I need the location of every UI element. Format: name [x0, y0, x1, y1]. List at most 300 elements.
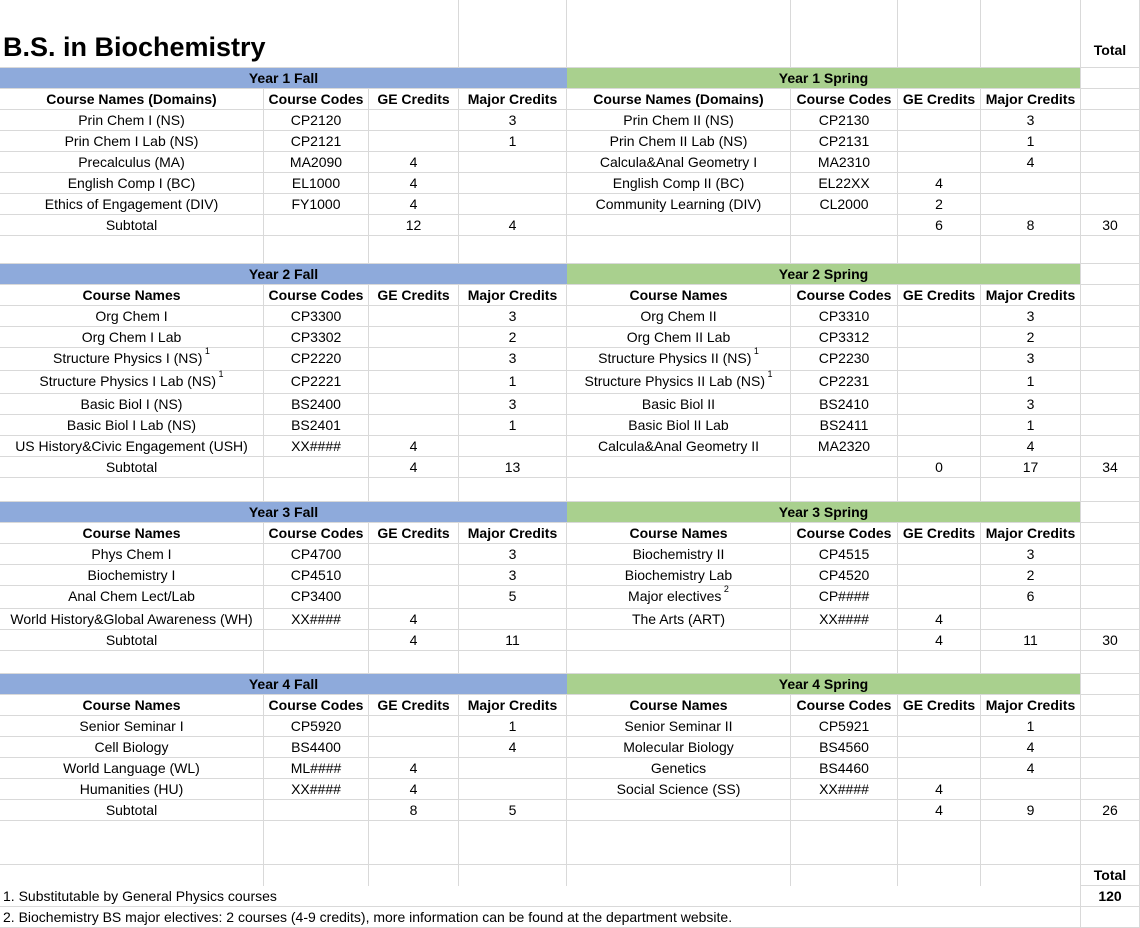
course-code[interactable] — [791, 716, 898, 737]
grid-cell[interactable] — [981, 0, 1081, 68]
course-name[interactable] — [0, 737, 264, 758]
ge-credits[interactable] — [898, 565, 981, 586]
grid-cell[interactable] — [1081, 716, 1140, 737]
grand-total-value[interactable] — [1081, 886, 1140, 907]
grid-cell[interactable] — [264, 630, 369, 651]
column-header-major-credits[interactable] — [981, 89, 1081, 110]
ge-credits[interactable] — [369, 586, 459, 609]
course-name[interactable] — [567, 194, 791, 215]
major-credits[interactable] — [459, 327, 567, 348]
grid-cell[interactable] — [1081, 89, 1140, 110]
major-credits[interactable] — [981, 609, 1081, 630]
major-credits[interactable] — [459, 737, 567, 758]
column-header-course-names[interactable] — [567, 285, 791, 306]
grid-cell[interactable] — [264, 215, 369, 236]
major-credits[interactable] — [459, 544, 567, 565]
major-credits[interactable] — [459, 131, 567, 152]
grid-cell[interactable] — [1081, 565, 1140, 586]
column-header-course-codes[interactable] — [791, 695, 898, 716]
grid-cell[interactable] — [264, 800, 369, 821]
major-credits[interactable] — [459, 565, 567, 586]
course-code[interactable] — [264, 716, 369, 737]
course-code[interactable] — [791, 348, 898, 371]
course-code[interactable] — [791, 415, 898, 436]
grid-cell[interactable] — [369, 236, 459, 264]
course-name[interactable] — [0, 586, 264, 609]
grid-cell[interactable] — [567, 478, 791, 502]
major-credits[interactable] — [459, 586, 567, 609]
grid-cell[interactable] — [1081, 152, 1140, 173]
grid-cell[interactable] — [1081, 737, 1140, 758]
column-header-course-names[interactable] — [0, 89, 264, 110]
grid-cell[interactable] — [1081, 285, 1140, 306]
ge-credits[interactable] — [369, 565, 459, 586]
course-name[interactable] — [567, 348, 791, 371]
subtotal-major-credits[interactable] — [981, 215, 1081, 236]
course-name[interactable] — [0, 306, 264, 327]
subtotal-major-credits[interactable] — [981, 800, 1081, 821]
course-code[interactable] — [264, 173, 369, 194]
fall-semester-header[interactable] — [0, 68, 567, 89]
grid-cell[interactable] — [898, 865, 981, 886]
course-name[interactable] — [567, 173, 791, 194]
course-code[interactable] — [264, 758, 369, 779]
major-credits[interactable] — [459, 348, 567, 371]
major-credits[interactable] — [981, 565, 1081, 586]
grid-cell[interactable] — [567, 865, 791, 886]
major-credits[interactable] — [981, 173, 1081, 194]
course-name[interactable] — [567, 565, 791, 586]
major-credits[interactable] — [459, 173, 567, 194]
grid-cell[interactable] — [264, 478, 369, 502]
course-name[interactable] — [567, 371, 791, 394]
course-code[interactable] — [791, 394, 898, 415]
grid-cell[interactable] — [1081, 544, 1140, 565]
course-code[interactable] — [264, 348, 369, 371]
column-header-major-credits[interactable] — [459, 89, 567, 110]
major-credits[interactable] — [981, 716, 1081, 737]
grid-cell[interactable] — [459, 478, 567, 502]
grid-cell[interactable] — [791, 800, 898, 821]
column-header-ge-credits[interactable] — [898, 695, 981, 716]
course-code[interactable] — [791, 173, 898, 194]
ge-credits[interactable] — [898, 609, 981, 630]
grid-cell[interactable] — [567, 821, 791, 865]
ge-credits[interactable] — [369, 436, 459, 457]
course-name[interactable] — [0, 394, 264, 415]
column-header-course-codes[interactable] — [264, 285, 369, 306]
grid-cell[interactable] — [1081, 695, 1140, 716]
grid-cell[interactable] — [264, 457, 369, 478]
course-name[interactable] — [0, 131, 264, 152]
subtotal-major-credits[interactable] — [981, 630, 1081, 651]
grid-cell[interactable] — [1081, 779, 1140, 800]
course-name[interactable] — [567, 737, 791, 758]
ge-credits[interactable] — [898, 348, 981, 371]
major-credits[interactable] — [981, 327, 1081, 348]
course-name[interactable] — [567, 394, 791, 415]
grid-cell[interactable] — [369, 865, 459, 886]
subtotal-ge-credits[interactable] — [898, 630, 981, 651]
subtotal-major-credits[interactable] — [459, 457, 567, 478]
course-code[interactable] — [264, 737, 369, 758]
course-code[interactable] — [264, 415, 369, 436]
course-name[interactable] — [0, 371, 264, 394]
major-credits[interactable] — [459, 609, 567, 630]
major-credits[interactable] — [981, 194, 1081, 215]
grid-cell[interactable] — [981, 236, 1081, 264]
grid-cell[interactable] — [1081, 586, 1140, 609]
course-code[interactable] — [264, 436, 369, 457]
course-code[interactable] — [264, 110, 369, 131]
grid-cell[interactable] — [791, 821, 898, 865]
grid-cell[interactable] — [369, 651, 459, 674]
ge-credits[interactable] — [369, 348, 459, 371]
grid-cell[interactable] — [981, 865, 1081, 886]
column-header-course-codes[interactable] — [791, 285, 898, 306]
course-code[interactable] — [264, 152, 369, 173]
column-header-major-credits[interactable] — [981, 285, 1081, 306]
grid-cell[interactable] — [0, 865, 264, 886]
course-code[interactable] — [791, 110, 898, 131]
grid-cell[interactable] — [981, 651, 1081, 674]
subtotal-ge-credits[interactable] — [898, 457, 981, 478]
column-header-course-names[interactable] — [567, 695, 791, 716]
column-header-course-names[interactable] — [0, 695, 264, 716]
ge-credits[interactable] — [369, 194, 459, 215]
grid-cell[interactable] — [898, 651, 981, 674]
fall-semester-header[interactable] — [0, 674, 567, 695]
course-name[interactable] — [0, 716, 264, 737]
course-name[interactable] — [0, 194, 264, 215]
column-header-ge-credits[interactable] — [369, 523, 459, 544]
grid-cell[interactable] — [898, 0, 981, 68]
subtotal-label[interactable] — [0, 457, 264, 478]
grid-cell[interactable] — [1081, 478, 1140, 502]
major-credits[interactable] — [981, 737, 1081, 758]
grand-total-label[interactable] — [1081, 865, 1140, 886]
course-code[interactable] — [264, 194, 369, 215]
major-credits[interactable] — [459, 436, 567, 457]
column-header-ge-credits[interactable] — [898, 89, 981, 110]
grid-cell[interactable] — [791, 478, 898, 502]
grid-cell[interactable] — [791, 215, 898, 236]
grid-cell[interactable] — [1081, 415, 1140, 436]
grid-cell[interactable] — [898, 236, 981, 264]
grid-cell[interactable] — [567, 215, 791, 236]
course-code[interactable] — [791, 586, 898, 609]
ge-credits[interactable] — [369, 371, 459, 394]
major-credits[interactable] — [459, 716, 567, 737]
column-header-course-codes[interactable] — [791, 89, 898, 110]
column-header-course-names[interactable] — [0, 523, 264, 544]
major-credits[interactable] — [981, 586, 1081, 609]
grid-cell[interactable] — [1081, 173, 1140, 194]
course-code[interactable] — [791, 609, 898, 630]
spring-semester-header[interactable] — [567, 674, 1081, 695]
column-header-major-credits[interactable] — [459, 695, 567, 716]
ge-credits[interactable] — [898, 544, 981, 565]
grid-cell[interactable] — [1081, 131, 1140, 152]
column-header-course-codes[interactable] — [791, 523, 898, 544]
course-name[interactable] — [0, 415, 264, 436]
subtotal-ge-credits[interactable] — [898, 800, 981, 821]
major-credits[interactable] — [459, 394, 567, 415]
course-code[interactable] — [791, 327, 898, 348]
column-header-ge-credits[interactable] — [369, 285, 459, 306]
ge-credits[interactable] — [898, 131, 981, 152]
column-header-major-credits[interactable] — [459, 523, 567, 544]
grid-cell[interactable] — [791, 651, 898, 674]
subtotal-label[interactable] — [0, 215, 264, 236]
ge-credits[interactable] — [898, 194, 981, 215]
grid-cell[interactable] — [1081, 194, 1140, 215]
major-credits[interactable] — [981, 371, 1081, 394]
course-name[interactable] — [567, 327, 791, 348]
major-credits[interactable] — [459, 110, 567, 131]
major-credits[interactable] — [459, 152, 567, 173]
subtotal-ge-credits[interactable] — [369, 630, 459, 651]
ge-credits[interactable] — [369, 110, 459, 131]
major-credits[interactable] — [981, 348, 1081, 371]
column-header-ge-credits[interactable] — [369, 695, 459, 716]
ge-credits[interactable] — [898, 415, 981, 436]
course-code[interactable] — [791, 152, 898, 173]
grid-cell[interactable] — [567, 236, 791, 264]
subtotal-major-credits[interactable] — [981, 457, 1081, 478]
ge-credits[interactable] — [898, 306, 981, 327]
major-credits[interactable] — [981, 415, 1081, 436]
grid-cell[interactable] — [459, 651, 567, 674]
grid-cell[interactable] — [0, 236, 264, 264]
ge-credits[interactable] — [369, 737, 459, 758]
ge-credits[interactable] — [898, 586, 981, 609]
course-name[interactable] — [0, 544, 264, 565]
grid-cell[interactable] — [369, 478, 459, 502]
ge-credits[interactable] — [898, 152, 981, 173]
total-header[interactable] — [1081, 0, 1140, 68]
ge-credits[interactable] — [369, 131, 459, 152]
grid-cell[interactable] — [459, 821, 567, 865]
column-header-course-names[interactable] — [567, 89, 791, 110]
ge-credits[interactable] — [898, 779, 981, 800]
grid-cell[interactable] — [981, 821, 1081, 865]
page-title[interactable] — [0, 0, 459, 68]
ge-credits[interactable] — [898, 394, 981, 415]
major-credits[interactable] — [459, 779, 567, 800]
ge-credits[interactable] — [369, 716, 459, 737]
grid-cell[interactable] — [1081, 110, 1140, 131]
grid-cell[interactable] — [459, 865, 567, 886]
course-code[interactable] — [264, 131, 369, 152]
course-code[interactable] — [791, 758, 898, 779]
course-code[interactable] — [264, 371, 369, 394]
major-credits[interactable] — [459, 415, 567, 436]
course-name[interactable] — [0, 758, 264, 779]
major-credits[interactable] — [981, 131, 1081, 152]
course-code[interactable] — [264, 609, 369, 630]
grid-cell[interactable] — [1081, 758, 1140, 779]
year-total[interactable] — [1081, 630, 1140, 651]
grid-cell[interactable] — [0, 478, 264, 502]
ge-credits[interactable] — [898, 371, 981, 394]
grid-cell[interactable] — [791, 865, 898, 886]
grid-cell[interactable] — [1081, 68, 1140, 89]
grid-cell[interactable] — [459, 0, 567, 68]
grid-cell[interactable] — [264, 821, 369, 865]
ge-credits[interactable] — [898, 110, 981, 131]
grid-cell[interactable] — [1081, 264, 1140, 285]
ge-credits[interactable] — [369, 609, 459, 630]
grid-cell[interactable] — [898, 821, 981, 865]
course-code[interactable] — [791, 779, 898, 800]
grid-cell[interactable] — [1081, 523, 1140, 544]
ge-credits[interactable] — [369, 544, 459, 565]
major-credits[interactable] — [981, 544, 1081, 565]
spring-semester-header[interactable] — [567, 264, 1081, 285]
column-header-course-names[interactable] — [567, 523, 791, 544]
major-credits[interactable] — [981, 758, 1081, 779]
course-name[interactable] — [0, 152, 264, 173]
subtotal-label[interactable] — [0, 800, 264, 821]
course-name[interactable] — [0, 348, 264, 371]
subtotal-ge-credits[interactable] — [898, 215, 981, 236]
major-credits[interactable] — [981, 394, 1081, 415]
grid-cell[interactable] — [981, 478, 1081, 502]
course-code[interactable] — [791, 565, 898, 586]
course-code[interactable] — [264, 565, 369, 586]
course-name[interactable] — [0, 327, 264, 348]
column-header-ge-credits[interactable] — [369, 89, 459, 110]
grid-cell[interactable] — [1081, 306, 1140, 327]
grid-cell[interactable] — [0, 821, 264, 865]
course-code[interactable] — [791, 131, 898, 152]
fall-semester-header[interactable] — [0, 264, 567, 285]
year-total[interactable] — [1081, 457, 1140, 478]
course-name[interactable] — [567, 716, 791, 737]
course-code[interactable] — [264, 779, 369, 800]
subtotal-major-credits[interactable] — [459, 215, 567, 236]
grid-cell[interactable] — [1081, 371, 1140, 394]
course-code[interactable] — [264, 306, 369, 327]
grid-cell[interactable] — [459, 236, 567, 264]
grid-cell[interactable] — [1081, 436, 1140, 457]
grid-cell[interactable] — [1081, 674, 1140, 695]
grid-cell[interactable] — [567, 0, 791, 68]
course-code[interactable] — [791, 436, 898, 457]
grid-cell[interactable] — [567, 457, 791, 478]
grid-cell[interactable] — [791, 0, 898, 68]
column-header-major-credits[interactable] — [459, 285, 567, 306]
subtotal-label[interactable] — [0, 630, 264, 651]
course-code[interactable] — [264, 586, 369, 609]
grid-cell[interactable] — [1081, 821, 1140, 865]
major-credits[interactable] — [981, 306, 1081, 327]
course-name[interactable] — [567, 110, 791, 131]
course-name[interactable] — [567, 415, 791, 436]
course-name[interactable] — [0, 173, 264, 194]
course-code[interactable] — [264, 327, 369, 348]
grid-cell[interactable] — [0, 651, 264, 674]
column-header-course-names[interactable] — [0, 285, 264, 306]
grid-cell[interactable] — [1081, 651, 1140, 674]
course-code[interactable] — [791, 194, 898, 215]
grid-cell[interactable] — [1081, 502, 1140, 523]
ge-credits[interactable] — [898, 436, 981, 457]
grid-cell[interactable] — [567, 800, 791, 821]
course-code[interactable] — [791, 737, 898, 758]
course-name[interactable] — [567, 544, 791, 565]
ge-credits[interactable] — [369, 306, 459, 327]
course-code[interactable] — [791, 544, 898, 565]
course-code[interactable] — [791, 371, 898, 394]
course-name[interactable] — [567, 131, 791, 152]
subtotal-major-credits[interactable] — [459, 800, 567, 821]
grid-cell[interactable] — [264, 236, 369, 264]
course-name[interactable] — [0, 609, 264, 630]
grid-cell[interactable] — [1081, 907, 1140, 928]
course-name[interactable] — [567, 758, 791, 779]
course-name[interactable] — [0, 565, 264, 586]
ge-credits[interactable] — [898, 758, 981, 779]
course-name[interactable] — [0, 779, 264, 800]
grid-cell[interactable] — [264, 865, 369, 886]
column-header-ge-credits[interactable] — [898, 285, 981, 306]
column-header-major-credits[interactable] — [981, 695, 1081, 716]
ge-credits[interactable] — [898, 716, 981, 737]
ge-credits[interactable] — [369, 415, 459, 436]
grid-cell[interactable] — [264, 651, 369, 674]
course-name[interactable] — [567, 152, 791, 173]
course-name[interactable] — [0, 110, 264, 131]
column-header-course-codes[interactable] — [264, 89, 369, 110]
subtotal-ge-credits[interactable] — [369, 215, 459, 236]
ge-credits[interactable] — [369, 327, 459, 348]
spring-semester-header[interactable] — [567, 68, 1081, 89]
major-credits[interactable] — [459, 758, 567, 779]
course-name[interactable] — [567, 779, 791, 800]
year-total[interactable] — [1081, 800, 1140, 821]
subtotal-major-credits[interactable] — [459, 630, 567, 651]
spring-semester-header[interactable] — [567, 502, 1081, 523]
major-credits[interactable] — [459, 371, 567, 394]
subtotal-ge-credits[interactable] — [369, 800, 459, 821]
ge-credits[interactable] — [369, 779, 459, 800]
grid-cell[interactable] — [369, 821, 459, 865]
major-credits[interactable] — [981, 436, 1081, 457]
fall-semester-header[interactable] — [0, 502, 567, 523]
grid-cell[interactable] — [791, 630, 898, 651]
column-header-course-codes[interactable] — [264, 695, 369, 716]
course-name[interactable] — [567, 436, 791, 457]
course-code[interactable] — [264, 394, 369, 415]
course-name[interactable] — [567, 609, 791, 630]
grid-cell[interactable] — [1081, 394, 1140, 415]
grid-cell[interactable] — [791, 236, 898, 264]
ge-credits[interactable] — [898, 737, 981, 758]
grid-cell[interactable] — [791, 457, 898, 478]
subtotal-ge-credits[interactable] — [369, 457, 459, 478]
ge-credits[interactable] — [369, 173, 459, 194]
major-credits[interactable] — [981, 152, 1081, 173]
grid-cell[interactable] — [567, 630, 791, 651]
ge-credits[interactable] — [898, 327, 981, 348]
grid-cell[interactable] — [1081, 236, 1140, 264]
grid-cell[interactable] — [898, 478, 981, 502]
grid-cell[interactable] — [1081, 609, 1140, 630]
ge-credits[interactable] — [369, 758, 459, 779]
major-credits[interactable] — [459, 194, 567, 215]
